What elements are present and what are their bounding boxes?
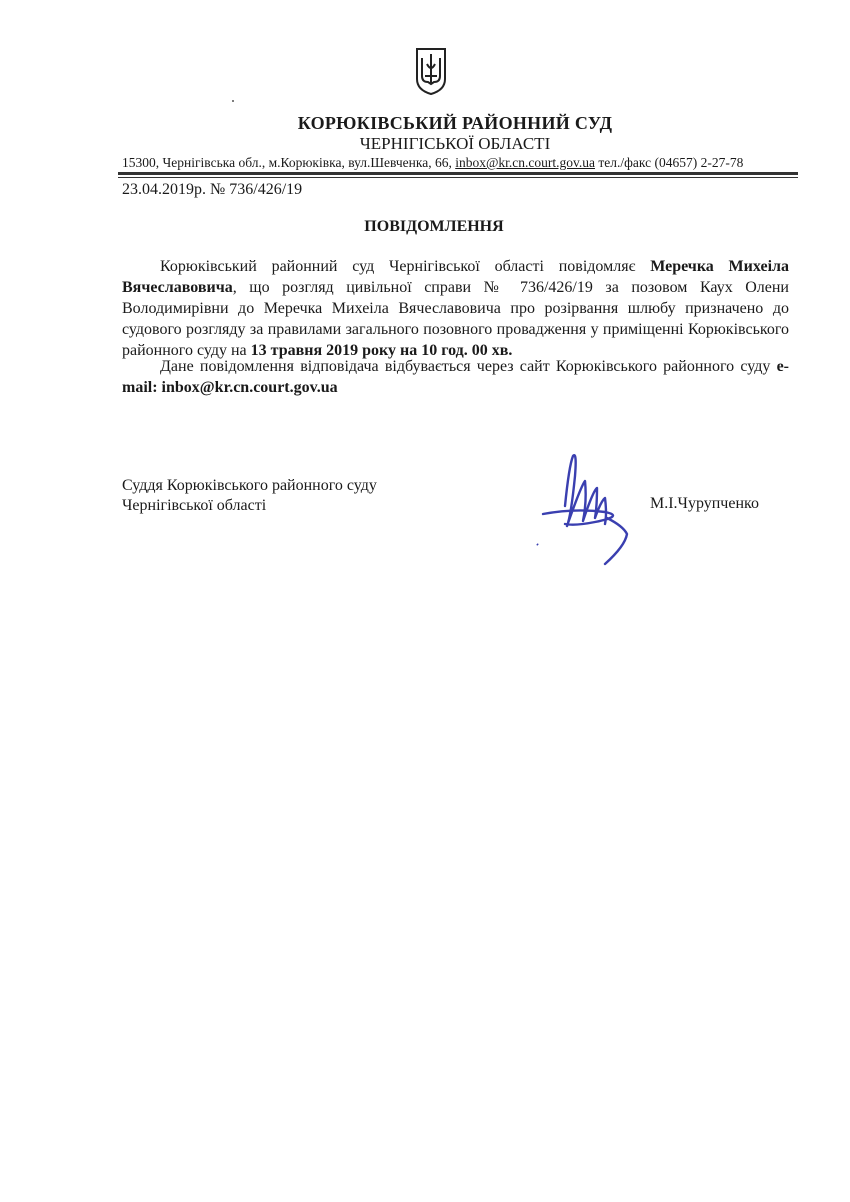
p1-text-a: Корюківський районний суд Чернігівської області повідомляє bbox=[160, 258, 651, 275]
judge-position-line-2: Чернігівської області bbox=[122, 497, 267, 514]
notice-paragraph-2 bbox=[122, 356, 789, 398]
notice-paragraph-1 bbox=[122, 256, 789, 361]
judge-name: М.І.Чурупченко bbox=[650, 495, 759, 512]
document-date-number: 23.04.2019р. № 736/426/19 bbox=[122, 181, 303, 198]
defendant-name: Меречка Михеіла Вячеславовича bbox=[122, 258, 790, 296]
document-title: ПОВІДОМЛЕННЯ bbox=[364, 218, 504, 235]
judge-position bbox=[122, 476, 377, 516]
header-divider-thin bbox=[118, 177, 798, 178]
court-address bbox=[122, 155, 792, 171]
court-region: ЧЕРНІГІСЬКОЇ ОБЛАСТІ bbox=[359, 134, 551, 153]
scan-speck bbox=[232, 100, 234, 102]
handwritten-signature bbox=[535, 446, 640, 571]
address-email-link[interactable]: inbox@kr.cn.court.gov.ua bbox=[455, 155, 595, 170]
p2-text: Дане повідомлення відповідача відбувається через сайт Корюківського районного суду bbox=[160, 358, 777, 375]
hearing-datetime: 13 травня 2019 року на 10 год. 00 хв. bbox=[250, 342, 513, 359]
header-divider-thick bbox=[118, 172, 798, 175]
judge-position-line-1: Суддя Корюківського районного суду bbox=[122, 477, 377, 494]
address-phone: тел./факс (04657) 2-27-78 bbox=[595, 155, 744, 170]
address-text: 15300, Чернігівська обл., м.Корюківка, вул.Шевченка, 66, bbox=[122, 155, 456, 170]
court-email: e-mail: inbox@kr.cn.court.gov.ua bbox=[122, 358, 789, 396]
p1-text-b: , що розгляд цивільної справи № 736/426/19 за позовом Каух Олени Володимирівни до Меречка Михеіла Вячеславовича про розірвання шлюбу призначено до судового розгляду за правилами загального позовного провадження у приміщенні Корюківського районного суду на bbox=[122, 279, 789, 359]
trident-coat-of-arms-icon bbox=[414, 46, 448, 96]
court-name: КОРЮКІВСЬКИЙ РАЙОННИЙ СУД bbox=[297, 113, 613, 133]
